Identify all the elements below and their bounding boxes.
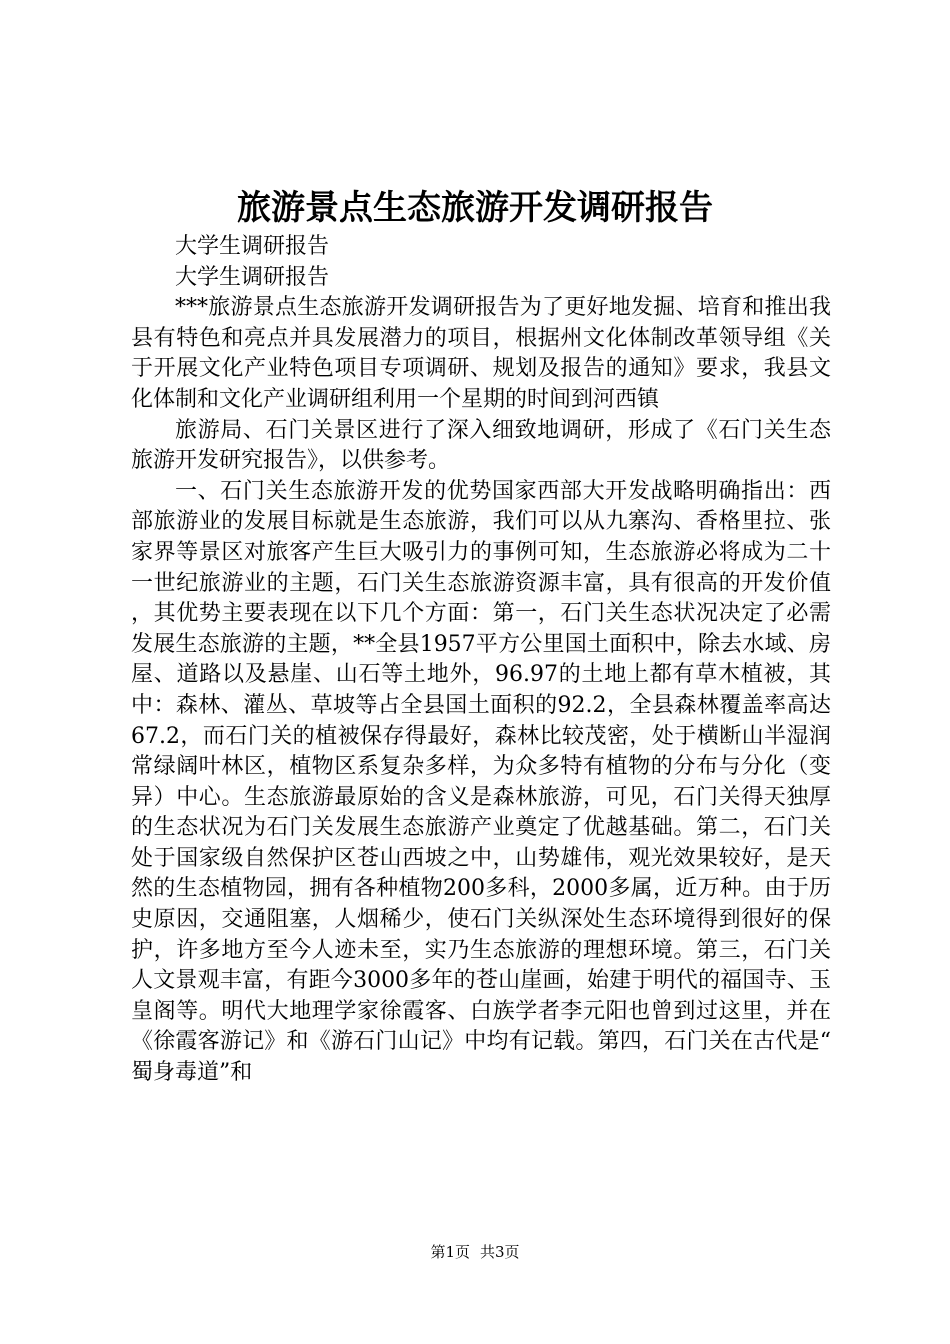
page-number: 第1页 (430, 1243, 470, 1261)
document-body (131, 232, 831, 1089)
paragraph: 旅游局、石门关景区进行了深入细致地调研，形成了《石门关生态旅游开发研究报告》，以供参考。 (131, 417, 831, 474)
paragraph: 一、石门关生态旅游开发的优势国家西部大开发战略明确指出：西部旅游业的发展目标就是生态旅游，我们可以从九寨沟、香格里拉、张家界等景区对旅客产生巨大吸引力的事例可知，生态旅游必将成为二十一世纪旅游业的主题，石门关生态旅游资源丰富，具有很高的开发价值，其优势主要表现在以下几个方面：第一，石门关生态状况决定了必需发展生态旅游的主题，**全县1957平方公里国土面积中，除去水域、房屋、道路以及悬崖、山石等土地外，96.97的土地上都有草木植被，其中：森林、灌丛、草坡等占全县国土面积的92.2，全县森林覆盖率高达67.2，而石门关的植被保存得最好，森林比较茂密，处于横断山半湿润常绿阔叶林区，植物区系复杂多样，为众多特有植物的分布与分化（变异）中心。生态旅游最原始的含义是森林旅游，可见，石门关得天独厚的生态状况为石门关发展生态旅游产业奠定了优越基础。第二，石门关处于国家级自然保护区苍山西坡之中，山势雄伟，观光效果较好，是天然的生态植物园，拥有各种植物200多科，2000多属，近万种。由于历史原因，交通阻塞，人烟稀少，使石门关纵深处生态环境得到很好的保护，许多地方至今人迹未至，实乃生态旅游的理想环境。第三，石门关人文景观丰富，有距今3000多年的苍山崖画，始建于明代的福国寺、玉皇阁等。明代大地理学家徐霞客、白族学者李元阳也曾到过这里，并在《徐霞客游记》和《游石门山记》中均有记载。第四，石门关在古代是“蜀身毒道”和 (131, 478, 831, 1086)
paragraph: 大学生调研报告 (175, 234, 330, 259)
page-footer (0, 1242, 950, 1262)
page-total: 共3页 (480, 1243, 520, 1261)
paragraph: 大学生调研报告 (175, 264, 330, 290)
paragraph: ***旅游景点生态旅游开发调研报告为了更好地发掘、培育和推出我县有特色和亮点并具发展潜力的项目，根据州文化体制改革领导组《关于开展文化产业特色项目专项调研、规划及报告的通知》要求，我县文化体制和文化产业调研组利用一个星期的时间到河西镇 (131, 295, 831, 412)
document-title: 旅游景点生态旅游开发调研报告 (237, 188, 713, 228)
